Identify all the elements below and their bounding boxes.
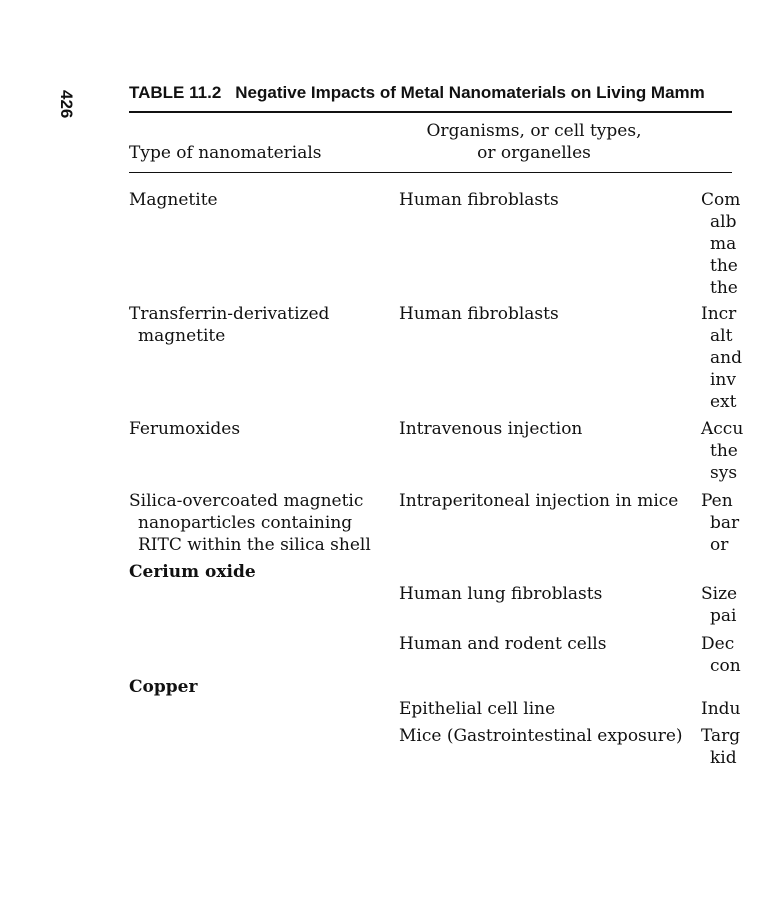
table-row-organism: Mice (Gastrointestinal exposure) — [399, 726, 683, 746]
table-row-organism: Human and rodent cells — [399, 634, 607, 654]
header-rule — [129, 172, 732, 173]
type-line: Silica-overcoated magnetic — [129, 491, 364, 511]
effect-line: ext — [710, 392, 737, 412]
effect-line: Dec — [701, 634, 735, 654]
effect-line: and — [710, 348, 742, 368]
table-row-effect — [701, 633, 741, 677]
header-organisms-line1: Organisms, or cell types, — [426, 121, 642, 141]
table-row-effect — [701, 189, 740, 299]
effect-line: Incr — [701, 304, 737, 324]
effect-line: alt — [710, 326, 733, 346]
table-row-organism: Epithelial cell line — [399, 699, 556, 719]
type-line: nanoparticles containing — [138, 513, 353, 533]
effect-line: con — [710, 656, 741, 676]
table-row-organism: Intraperitoneal injection in mice — [399, 491, 679, 511]
effect-line: pai — [710, 606, 737, 626]
effect-line: Targ — [701, 726, 741, 746]
table-row-organism: Human lung fibroblasts — [399, 584, 603, 604]
table-row-effect — [701, 725, 740, 769]
group-heading: Copper — [129, 677, 198, 697]
table-row-effect — [701, 698, 741, 720]
table-caption: Negative Impacts of Metal Nanomaterials on Living Mamm — [235, 83, 705, 102]
effect-line: the — [710, 256, 738, 276]
table-row-effect — [701, 490, 739, 556]
effect-line: the — [710, 278, 738, 298]
table-row-type — [129, 303, 329, 347]
effect-line: sys — [710, 463, 738, 483]
table-row-organism: Human fibroblasts — [399, 304, 559, 324]
effect-line: Com — [701, 190, 741, 210]
effect-line: kid — [710, 748, 737, 768]
effect-line: alb — [710, 212, 737, 232]
table-row-organism: Intravenous injection — [399, 419, 583, 439]
effect-line: Size — [701, 584, 738, 604]
header-organisms-line2: or organelles — [477, 143, 591, 163]
page-number: 426 — [57, 90, 76, 119]
group-heading: Cerium oxide — [129, 562, 256, 582]
effect-line: or — [710, 535, 729, 555]
effect-line: bar — [710, 513, 740, 533]
table-row-type — [129, 490, 371, 556]
type-line: RITC within the silica shell — [138, 535, 371, 555]
effect-line: Pen — [701, 491, 733, 511]
type-line: magnetite — [138, 326, 226, 346]
effect-line: ma — [710, 234, 737, 254]
effect-line: Accu — [701, 419, 744, 439]
table-label: TABLE 11.2 — [129, 83, 222, 102]
table-title — [129, 83, 769, 103]
table-row-type: Ferumoxides — [129, 419, 241, 439]
effect-line: the — [710, 441, 738, 461]
effect-line: inv — [710, 370, 736, 390]
table-row-organism: Human fibroblasts — [399, 190, 559, 210]
top-rule — [129, 111, 732, 113]
table-row-effect — [701, 303, 742, 413]
table-row-type: Magnetite — [129, 190, 218, 210]
header-type: Type of nanomaterials — [129, 143, 322, 163]
header-organisms — [384, 120, 684, 164]
table-row-effect — [701, 583, 737, 627]
effect-line: Indu — [701, 699, 741, 719]
table-row-effect — [701, 418, 743, 484]
type-line: Transferrin-derivatized — [129, 304, 330, 324]
